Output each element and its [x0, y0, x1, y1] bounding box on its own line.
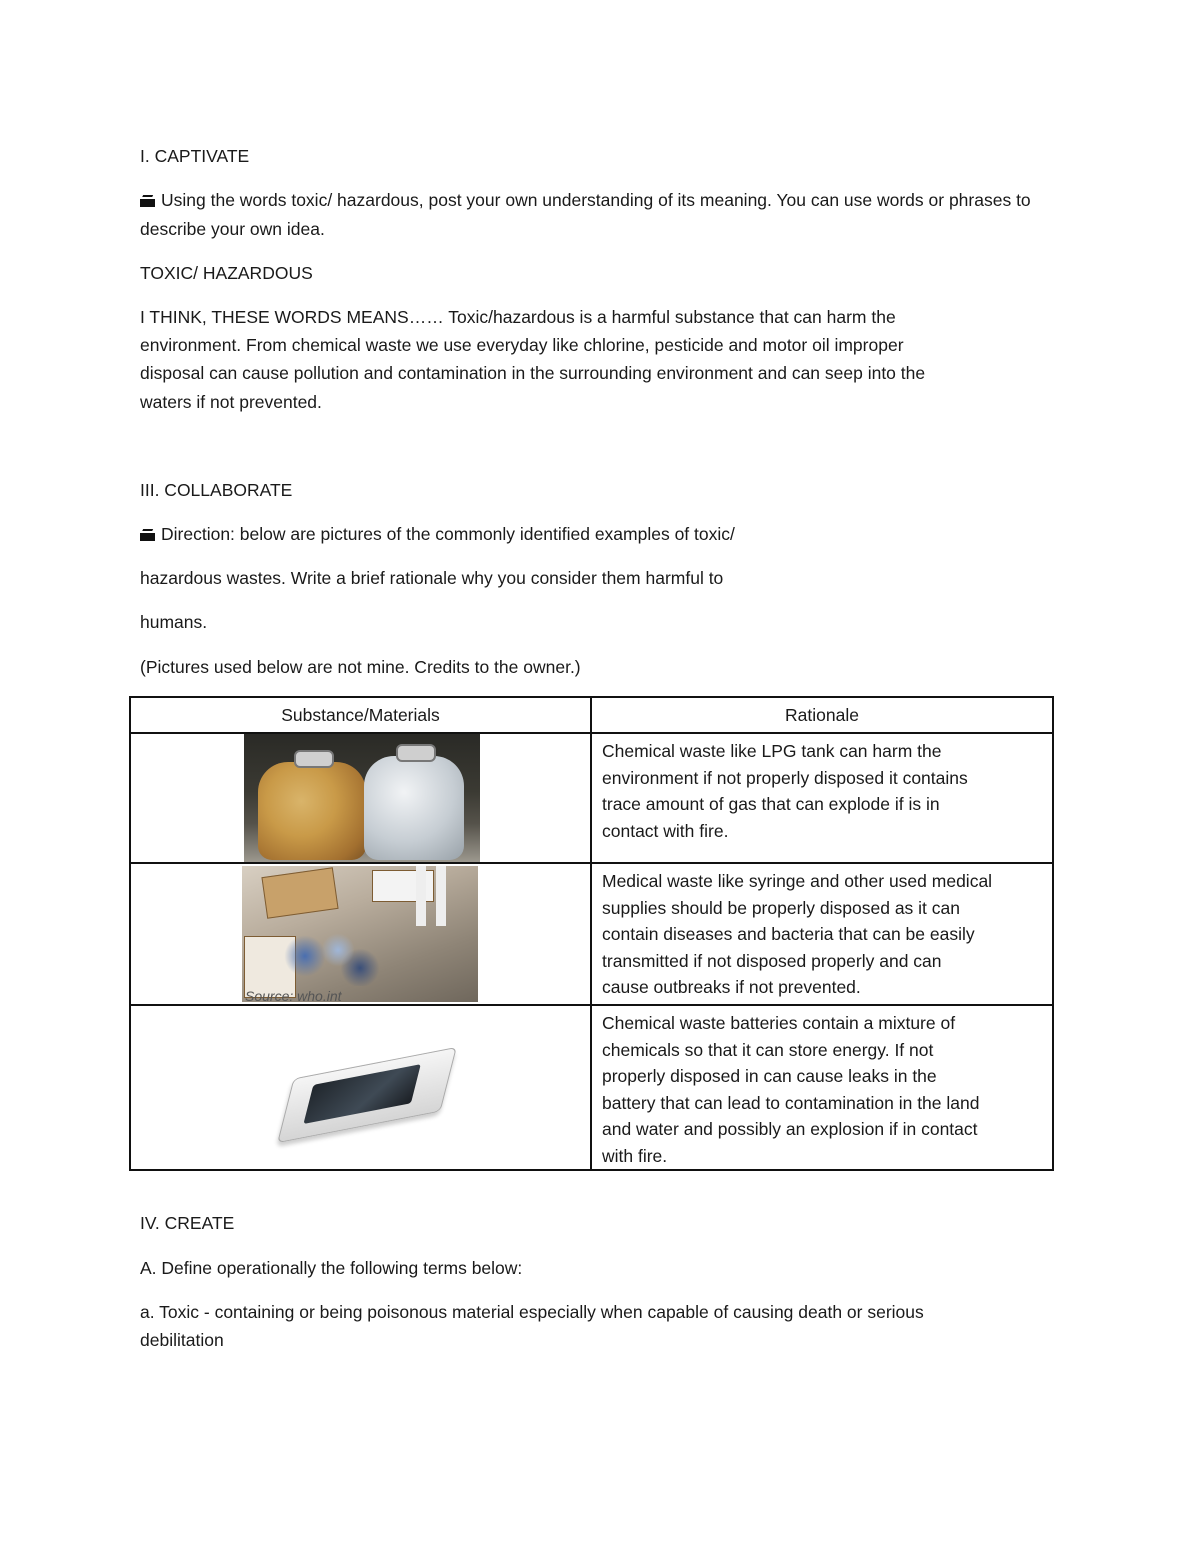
substance-cell [130, 863, 591, 1005]
direction-text: Direction: below are pictures of the commonly identified examples of toxic/ [161, 524, 735, 544]
lpg-tanks-photo [244, 734, 480, 862]
captivate-instruction-text: Using the words toxic/ hazardous, post your own understanding of its meaning. You can use words or phrases to describe your own idea. [140, 190, 1031, 239]
definition-line: debilitation [140, 1330, 224, 1350]
rationale-line: Medical waste like syringe and other used medical [602, 871, 993, 891]
rationale-line: properly disposed in can cause leaks in the [602, 1066, 937, 1086]
table-row [130, 863, 1053, 1005]
answer-line: environment. From chemical waste we use everyday like chlorine, pesticide and motor oil improper [140, 335, 904, 355]
term-label: TOXIC/ HAZARDOUS [140, 263, 313, 283]
rationale-line: chemicals so that it can store energy. If not [602, 1039, 934, 1060]
pencil-icon [140, 195, 155, 207]
table-row [130, 733, 1053, 863]
white-tank-shape [364, 756, 464, 860]
rationale-line: transmitted if not disposed properly and can [602, 950, 942, 971]
battery-photo [277, 1047, 457, 1143]
direction-line: hazardous wastes. Write a brief rationale why you consider them harmful to [140, 568, 724, 588]
section-heading-collaborate: III. COLLABORATE [140, 480, 293, 500]
rationale-line: environment if not properly disposed it contains [602, 767, 968, 788]
person-legs-shape [412, 866, 452, 926]
column-header-rationale: Rationale [591, 697, 1053, 733]
credit-note: (Pictures used below are not mine. Credits to the owner.) [140, 657, 581, 677]
definition-line: a. Toxic - containing or being poisonous material especially when capable of causing death or serious [140, 1302, 924, 1322]
rationale-line: Chemical waste like LPG tank can harm the [602, 741, 942, 761]
section-heading-create: IV. CREATE [140, 1213, 235, 1233]
cardboard-box-shape [261, 867, 338, 919]
rationale-line: contain diseases and bacteria that can be easily [602, 924, 975, 944]
rationale-line: supplies should be properly disposed as it can [602, 897, 960, 918]
rationale-line: Chemical waste batteries contain a mixture of [602, 1013, 956, 1033]
substance-cell [130, 733, 591, 863]
rationale-line: and water and possibly an explosion if in contact [602, 1119, 978, 1139]
answer-line: waters if not prevented. [140, 392, 322, 412]
waste-table [129, 696, 1054, 1171]
rationale-cell [591, 863, 1053, 1005]
create-subheading: A. Define operationally the following terms below: [140, 1258, 523, 1278]
section-heading-captivate: I. CAPTIVATE [140, 146, 250, 166]
direction-line: humans. [140, 612, 208, 632]
rusty-tank-shape [258, 762, 366, 860]
medical-waste-photo [242, 866, 478, 1002]
rationale-line: trace amount of gas that can explode if is in [602, 794, 940, 814]
substance-cell [130, 1005, 591, 1170]
rationale-line: cause outbreaks if not prevented. [602, 977, 861, 997]
valve-shape [294, 750, 334, 768]
table-row [130, 1005, 1053, 1170]
syringe-debris-shape [272, 926, 382, 986]
valve-shape [396, 744, 436, 762]
direction-line [140, 520, 735, 549]
rationale-line: contact with fire. [602, 820, 729, 841]
answer-line: I THINK, THESE WORDS MEANS…… Toxic/hazardous is a harmful substance that can harm the [140, 307, 896, 327]
answer-line: disposal can cause pollution and contamination in the surrounding environment and can seep into the [140, 363, 926, 383]
captivate-instruction [140, 186, 1065, 243]
rationale-cell [591, 733, 1053, 863]
column-header-substance: Substance/Materials [130, 697, 591, 733]
image-source-caption: Source: who.int [245, 988, 342, 1004]
table-header-row [130, 697, 1053, 733]
pencil-icon [140, 529, 155, 541]
rationale-line: with fire. [602, 1145, 668, 1166]
rationale-line: battery that can lead to contamination in the land [602, 1092, 980, 1113]
battery-label-shape [303, 1064, 420, 1124]
rationale-cell [591, 1005, 1053, 1170]
